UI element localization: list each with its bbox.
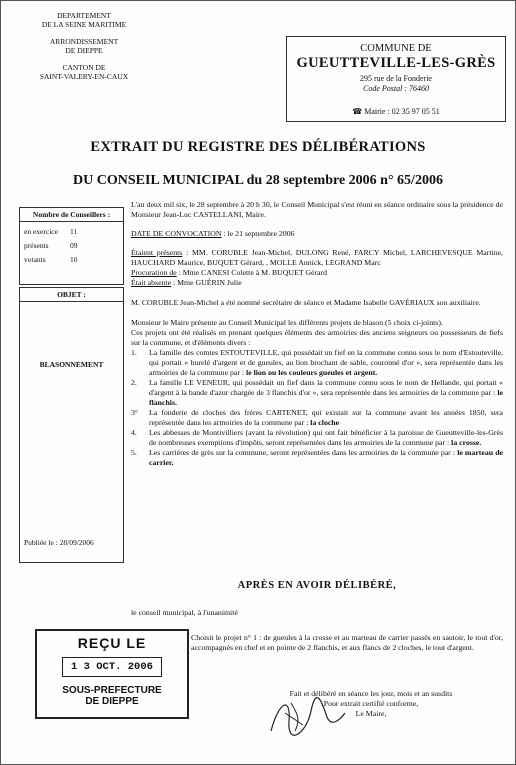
item-body: La famille LE VENEUR, qui possédait un fief dans la commune connu sous le nom de Hellande, qui portait « d'argent à la bande d'azur chargée de 3 flanchis d'or », sera représentée dans les armoiries de la commune par : bbox=[149, 378, 503, 397]
council-row bbox=[20, 227, 123, 236]
item-text bbox=[149, 408, 503, 428]
item-emphasis: le marteau de carrier. bbox=[149, 448, 503, 467]
department-block bbox=[9, 11, 159, 29]
object-box bbox=[19, 287, 124, 563]
council-row-value: 10 bbox=[70, 255, 78, 264]
procuration-line bbox=[131, 268, 503, 278]
document-title: EXTRAIT DU REGISTRE DES DÉLIBÉRATIONS bbox=[90, 139, 426, 155]
stamp-office-line-2: DE DIEPPE bbox=[85, 696, 139, 707]
item-text bbox=[149, 448, 503, 468]
absent-line bbox=[131, 278, 503, 288]
commune-phone: ☎ Mairie : 02 35 97 05 51 bbox=[352, 107, 440, 116]
department-line-2: DE LA SEINE MARITIME bbox=[41, 20, 127, 29]
item-body: Les carrières de grès sur la commune, seront représentées dans les armoiries de la commune par : bbox=[149, 448, 458, 457]
presentation-paragraph: Monsieur le Maire présente au Conseil Municipal les différents projets de blason (5 choix ci-joints). bbox=[131, 318, 443, 327]
council-row-label: présents bbox=[24, 241, 49, 250]
procuration-value: : Mme CANESI Colette à M. BUQUET Gérard bbox=[176, 268, 328, 277]
handwritten-signature bbox=[261, 691, 351, 739]
canton-line-1: CANTON DE bbox=[62, 63, 106, 72]
received-stamp bbox=[35, 629, 189, 719]
commune-postal-code: Code Postal : 76460 bbox=[363, 84, 429, 93]
decision-paragraph: Choisit le projet n° 1 : de gueules à la crosse et au marteau de carrier passés en sautoir, le tout d'or, accompagnés en chef et en pointe de 2 flanchis, et aux flancs de 2 cloches, le tout d'argent. bbox=[191, 633, 503, 652]
list-item bbox=[131, 378, 503, 408]
absent-value: : Mme GUÉRIN Julie bbox=[171, 278, 242, 287]
object-subject: BLASONNEMENT bbox=[39, 360, 104, 369]
item-number: 1. bbox=[131, 348, 137, 357]
procuration-label: Procuration de bbox=[131, 268, 177, 277]
stamp-office bbox=[37, 685, 187, 707]
item-number: 4. bbox=[131, 428, 137, 437]
item-body: Les abbesses de Montivilliers (avant la révolution) qui ont fait bénéficier à la paroisse de Gueutteville-les-Grès de nombreuses exemptions d'impôts, seront représentées dans les armoiries de la commune par : bbox=[149, 428, 503, 447]
deliberation-body bbox=[131, 200, 503, 468]
signature-line-2: Pour extrait certifié conforme, bbox=[323, 699, 419, 708]
intro-paragraph: L'an deux mil six, le 28 septembre à 20 h 30, le Conseil Municipal s'est réuni en séance ordinaire sous la présidence de Monsieur Jean-Luc CASTELLANI, Maire. bbox=[131, 200, 503, 219]
projects-paragraph: Ces projets ont été réalisés en prenant quelques éléments des armoiries des anciens seigneurs ou possesseurs de fiefs sur la commune, et d'éléments divers : bbox=[131, 328, 503, 347]
convocation-line bbox=[131, 229, 503, 239]
absent-label: Était absente bbox=[131, 278, 172, 287]
list-item bbox=[131, 348, 503, 378]
item-body: La fonderie de cloches des frères CARTENET, qui existait sur la commune avant les années 1850, sera représentée dans les armoiries de la commune par : bbox=[149, 408, 503, 427]
item-body: La famille des comtes ESTOUTEVILLE, qui possédait un fief en la commune connu sous le nom d'Estouteville, qui portait « burelé d'argent et de gueules, au lion brochant de sable, couronné d'or », sera représentée dans les armoiries de la commune par : bbox=[149, 348, 503, 377]
item-emphasis: la cloche bbox=[310, 418, 340, 427]
stamp-received-label: REÇU LE bbox=[77, 635, 147, 651]
presents-value: : MM. CORUBLE Jean-Michel, DULONG René, FARCY Michel, LARCHEVESQUE Martine, HAUCHARD Maurice, BUQUET Gérard, , MOLLE Annick, LEGRAND Marc bbox=[131, 248, 503, 267]
signature-line-3: Le Maire, bbox=[355, 709, 387, 718]
item-text bbox=[149, 348, 503, 378]
list-item bbox=[131, 428, 503, 448]
commune-name: GUEUTTEVILLE-LES-GRÈS bbox=[296, 55, 496, 71]
canton-line-2: SAINT-VALERY-EN-CAUX bbox=[39, 72, 129, 81]
item-text bbox=[149, 378, 503, 408]
administrative-header bbox=[9, 11, 159, 89]
item-emphasis: la crosse. bbox=[451, 438, 482, 447]
arrondissement-line-1: ARRONDISSEMENT bbox=[49, 37, 119, 46]
convocation-label: DATE DE CONVOCATION bbox=[131, 229, 222, 238]
item-number: 3° bbox=[131, 408, 139, 417]
stamp-date: 1 3 OCT. 2006 bbox=[62, 657, 162, 677]
council-row bbox=[20, 255, 123, 264]
arrondissement-line-2: DE DIEPPE bbox=[65, 46, 103, 55]
canton-block bbox=[9, 63, 159, 81]
item-number: 2. bbox=[131, 378, 137, 387]
list-item bbox=[131, 448, 503, 468]
convocation-value: : le 21 septembre 2006 bbox=[221, 229, 295, 238]
council-row bbox=[20, 241, 123, 250]
commune-label: COMMUNE DE bbox=[360, 43, 432, 54]
council-row-label: votants bbox=[24, 255, 46, 264]
commune-address: 295 rue de la Fonderie bbox=[360, 74, 432, 83]
item-number: 5. bbox=[131, 448, 137, 457]
deliberation-heading: APRÈS EN AVOIR DÉLIBÉRÉ, bbox=[237, 580, 397, 591]
publication-date: Publiée le : 28/09/2006 bbox=[24, 538, 94, 547]
council-count-header: Nombre de Conseillers : bbox=[20, 208, 123, 222]
signature-block bbox=[251, 689, 491, 719]
item-text bbox=[149, 428, 503, 448]
presents-label: Étaient présents bbox=[131, 248, 183, 257]
list-item bbox=[131, 408, 503, 428]
council-row-value: 11 bbox=[70, 227, 78, 236]
council-row-value: 09 bbox=[70, 241, 78, 250]
presents-line bbox=[131, 248, 503, 268]
arrondissement-block bbox=[9, 37, 159, 55]
item-emphasis: le flanchis. bbox=[149, 388, 503, 407]
signature-line-1: Fait et délibéré en séance les jour, mois et an susdits bbox=[289, 689, 453, 698]
item-emphasis: le lion ou les couleurs gueules et argent. bbox=[246, 368, 378, 377]
projects-list bbox=[131, 348, 503, 468]
document-subtitle: DU CONSEIL MUNICIPAL du 28 septembre 2006 n° 65/2006 bbox=[73, 173, 443, 188]
secretary-paragraph: M. CORUBLE Jean-Michel a été nommé secrétaire de séance et Madame Isabelle GAVÉRIAUX son auxiliaire. bbox=[131, 298, 481, 307]
stamp-office-line-1: SOUS-PREFECTURE bbox=[62, 685, 162, 696]
council-row-label: en exercice bbox=[24, 227, 58, 236]
object-header: OBJET : bbox=[20, 288, 123, 302]
unanimity-line: le conseil municipal, à l'unanimité bbox=[131, 608, 238, 617]
department-line-1: DEPARTEMENT bbox=[57, 11, 111, 20]
commune-box bbox=[286, 36, 506, 122]
council-count-box bbox=[19, 207, 124, 285]
